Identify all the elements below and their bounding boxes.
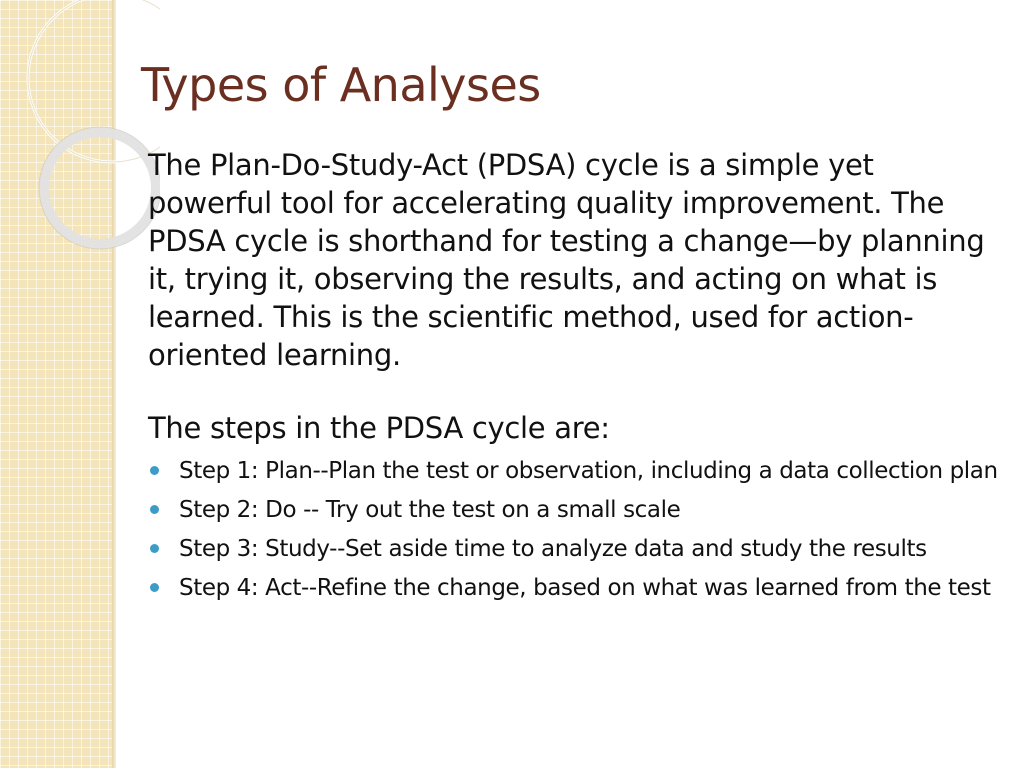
step-text: Step 4: Act--Refine the change, based on what was learned from the test — [179, 575, 991, 601]
decorative-circles-icon — [0, 0, 160, 260]
steps-heading: The steps in the PDSA cycle are: — [148, 411, 610, 445]
step-item-1 — [148, 456, 998, 486]
step-text: Step 1: Plan--Plan the test or observation, including a data collection plan — [179, 458, 998, 484]
bullet-icon — [150, 544, 159, 553]
bullet-icon — [150, 505, 159, 514]
step-item-3 — [148, 534, 998, 564]
step-text: Step 2: Do -- Try out the test on a small scale — [179, 497, 681, 523]
step-text: Step 3: Study--Set aside time to analyze data and study the results — [179, 536, 927, 562]
pdsa-description: The Plan-Do-Study-Act (PDSA) cycle is a simple yet powerful tool for accelerating quality improvement. The PDSA cycle is shorthand for testing a change—by planning it, trying it, observing the results, and acting on what is learned. This is the scientific method, used for action-oriented learning. — [148, 148, 985, 372]
steps-list — [148, 456, 998, 612]
slide-title: Types of Analyses — [141, 58, 541, 112]
bullet-icon — [150, 583, 159, 592]
step-item-4 — [148, 573, 998, 603]
bullet-icon — [150, 466, 159, 475]
decorative-circle-small — [44, 132, 156, 244]
step-item-2 — [148, 495, 998, 525]
